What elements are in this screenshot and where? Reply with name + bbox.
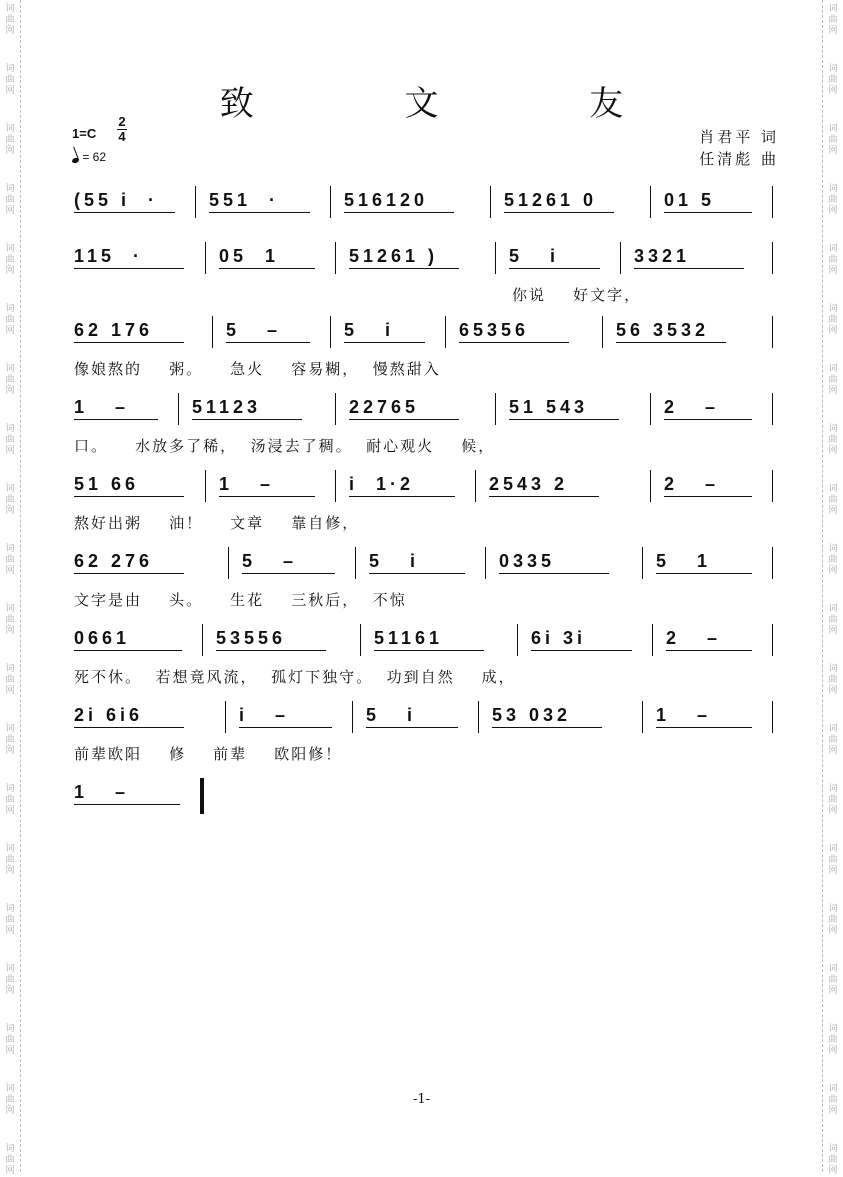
final-barline: [200, 778, 204, 814]
barline: [335, 393, 336, 425]
beam-underline: [74, 650, 182, 651]
beam-underline: [226, 342, 310, 343]
watermark-text: 词 曲 网: [5, 424, 15, 456]
barline: [652, 624, 653, 656]
barline: [772, 547, 773, 579]
measure-notes: 1 –: [656, 705, 712, 725]
beam-underline: [656, 573, 752, 574]
barline: [495, 242, 496, 274]
beam-underline: [219, 496, 315, 497]
lyric-line: 文字是由 头。 生花 三秋后， 不惊: [74, 591, 407, 609]
barline: [485, 547, 486, 579]
beam-underline: [531, 650, 632, 651]
beam-underline: [656, 727, 752, 728]
measure-notes: 05 1: [219, 246, 280, 266]
measure-notes: 115 ·: [74, 246, 144, 266]
score-row: [0, 397, 843, 467]
lyric-line: 前辈欧阳 修 前辈 欧阳修！: [74, 745, 343, 763]
barline: [772, 701, 773, 733]
watermark-text: 词 曲 网: [828, 664, 838, 696]
watermark-text: 词 曲 网: [5, 304, 15, 336]
watermark-text: 词 曲 网: [5, 124, 15, 156]
watermark-text: 词 曲 网: [828, 724, 838, 756]
score-row: [0, 782, 843, 852]
barline: [772, 316, 773, 348]
beam-underline: [209, 212, 310, 213]
measure-notes: 5 i: [366, 705, 417, 725]
barline: [650, 186, 651, 218]
barline: [642, 547, 643, 579]
barline: [772, 393, 773, 425]
watermark-text: 词 曲 网: [828, 604, 838, 636]
score-row: [0, 246, 843, 316]
watermark-text: 词 曲 网: [828, 484, 838, 516]
beam-underline: [74, 727, 184, 728]
measure-notes: 6i 3i: [531, 628, 587, 648]
measure-notes: 0661: [74, 628, 131, 648]
barline: [602, 316, 603, 348]
beam-underline: [349, 496, 455, 497]
barline: [205, 242, 206, 274]
barline: [490, 186, 491, 218]
page-number: -1-: [412, 1092, 431, 1107]
beam-underline: [242, 573, 335, 574]
measure-notes: 2543 2: [489, 474, 569, 494]
watermark-text: 词 曲 网: [5, 664, 15, 696]
measure-notes: 51 66: [74, 474, 140, 494]
score-row: [0, 551, 843, 621]
watermark-text: 词 曲 网: [828, 1024, 838, 1056]
composer-credit: 任清彪 曲: [699, 150, 779, 168]
watermark-text: 词 曲 网: [5, 604, 15, 636]
barline: [360, 624, 361, 656]
measure-notes: 1 –: [219, 474, 275, 494]
watermark-text: 词 曲 网: [828, 1144, 838, 1176]
barline: [445, 316, 446, 348]
watermark-text: 词 曲 网: [5, 364, 15, 396]
measure-notes: 65356: [459, 320, 530, 340]
barline: [202, 624, 203, 656]
barline: [478, 701, 479, 733]
barline: [772, 242, 773, 274]
measure-notes: 53556: [216, 628, 287, 648]
song-title: 致 文 友: [219, 84, 694, 124]
beam-underline: [374, 650, 484, 651]
barline: [772, 470, 773, 502]
watermark-text: 词 曲 网: [828, 304, 838, 336]
beam-underline: [664, 496, 752, 497]
watermark-text: 词 曲 网: [5, 4, 15, 36]
barline: [212, 316, 213, 348]
measure-notes: 01 5: [664, 190, 716, 210]
watermark-text: 词 曲 网: [5, 964, 15, 996]
beam-underline: [344, 212, 454, 213]
beam-underline: [239, 727, 332, 728]
watermark-text: 词 曲 网: [5, 724, 15, 756]
barline: [228, 547, 229, 579]
measure-notes: 51261 0: [504, 190, 598, 210]
measure-notes: 1 –: [74, 397, 130, 417]
barline: [642, 701, 643, 733]
measure-notes: 5 –: [242, 551, 298, 571]
watermark-text: 词 曲 网: [5, 784, 15, 816]
score-row: [0, 320, 843, 390]
beam-underline: [664, 212, 752, 213]
watermark-text: 词 曲 网: [5, 1084, 15, 1116]
watermark-text: 词 曲 网: [5, 1024, 15, 1056]
beam-underline: [74, 573, 184, 574]
watermark-text: 词 曲 网: [828, 424, 838, 456]
measure-notes: 2i 6i6: [74, 705, 144, 725]
watermark-text: 词 曲 网: [828, 544, 838, 576]
barline: [178, 393, 179, 425]
watermark-text: 词 曲 网: [5, 184, 15, 216]
barline: [352, 701, 353, 733]
measure-notes: 0335: [499, 551, 556, 571]
measure-notes: (55 i ·: [74, 190, 159, 210]
measure-notes: 62 176: [74, 320, 154, 340]
beam-underline: [369, 573, 465, 574]
measure-notes: 2 –: [664, 474, 720, 494]
watermark-text: 词 曲 网: [5, 1144, 15, 1176]
measure-notes: 51161: [374, 628, 444, 648]
watermark-text: 词 曲 网: [5, 904, 15, 936]
barline: [650, 393, 651, 425]
measure-notes: 551 ·: [209, 190, 280, 210]
barline: [495, 393, 496, 425]
measure-notes: 53 032: [492, 705, 572, 725]
measure-notes: 51 543: [509, 397, 589, 417]
beam-underline: [74, 804, 180, 805]
watermark-text: 词 曲 网: [5, 844, 15, 876]
lyric-line: 像娘熬的 粥。 急火 容易糊， 慢熬甜入: [74, 360, 441, 378]
barline: [195, 186, 196, 218]
watermark-text: 词 曲 网: [5, 244, 15, 276]
quarter-note-icon: [71, 157, 79, 164]
beam-underline: [664, 419, 752, 420]
measure-notes: 5 i: [369, 551, 420, 571]
beam-underline: [509, 268, 600, 269]
barline: [650, 470, 651, 502]
beam-underline: [349, 419, 459, 420]
watermark-text: 词 曲 网: [828, 364, 838, 396]
beam-underline: [492, 727, 602, 728]
barline: [330, 316, 331, 348]
lyric-line: 你说 好文字，: [512, 286, 642, 304]
barline: [205, 470, 206, 502]
lyric-line: 熬好出粥 油！ 文章 靠自修，: [74, 514, 360, 532]
beam-underline: [666, 650, 752, 651]
measure-notes: i –: [239, 705, 290, 725]
watermark-text: 词 曲 网: [828, 964, 838, 996]
barline: [355, 547, 356, 579]
beam-underline: [504, 212, 614, 213]
barline: [225, 701, 226, 733]
watermark-text: 词 曲 网: [828, 244, 838, 276]
lyric-line: 死不休。 若想竟风流， 孤灯下独守。 功到自然 成，: [74, 668, 516, 686]
beam-underline: [509, 419, 619, 420]
beam-underline: [74, 419, 158, 420]
measure-notes: 2 –: [666, 628, 722, 648]
beam-underline: [499, 573, 609, 574]
time-signature: 2 4: [118, 114, 126, 144]
barline: [620, 242, 621, 274]
beam-underline: [74, 496, 184, 497]
measure-notes: 516120: [344, 190, 429, 210]
watermark-text: 词 曲 网: [828, 844, 838, 876]
beam-underline: [489, 496, 599, 497]
measure-notes: 51123: [192, 397, 262, 417]
barline: [772, 624, 773, 656]
beam-underline: [366, 727, 458, 728]
barline: [330, 186, 331, 218]
watermark-text: 词 曲 网: [828, 784, 838, 816]
watermark-text: 词 曲 网: [828, 184, 838, 216]
watermark-text: 词 曲 网: [828, 4, 838, 36]
watermark-text: 词 曲 网: [828, 124, 838, 156]
measure-notes: 5 i: [344, 320, 395, 340]
barline: [517, 624, 518, 656]
measure-notes: 22765: [349, 397, 420, 417]
watermark-text: 词 曲 网: [828, 64, 838, 96]
measure-notes: 56 3532: [616, 320, 710, 340]
measure-notes: 5 1: [656, 551, 712, 571]
barline: [772, 186, 773, 218]
beam-underline: [216, 650, 326, 651]
beam-underline: [349, 268, 459, 269]
beam-underline: [74, 268, 184, 269]
watermark-text: 词 曲 网: [828, 1084, 838, 1116]
measure-notes: i 1·2: [349, 474, 415, 494]
measure-notes: 2 –: [664, 397, 720, 417]
lyricist-credit: 肖君平 词: [699, 128, 779, 146]
barline: [335, 242, 336, 274]
score-row: [0, 474, 843, 544]
measure-notes: 5 i: [509, 246, 560, 266]
beam-underline: [192, 419, 302, 420]
score-row: [0, 628, 843, 698]
barline: [475, 470, 476, 502]
tempo-marking: = 62: [72, 150, 106, 164]
watermark-text: 词 曲 网: [5, 544, 15, 576]
beam-underline: [344, 342, 425, 343]
lyric-line: 口。 水放多了稀， 汤浸去了稠。 耐心观火 候，: [74, 437, 496, 455]
beam-underline: [74, 212, 175, 213]
watermark-text: 词 曲 网: [5, 484, 15, 516]
beam-underline: [616, 342, 726, 343]
measure-notes: 1 –: [74, 782, 130, 802]
measure-notes: 62 276: [74, 551, 154, 571]
watermark-text: 词 曲 网: [828, 904, 838, 936]
key-signature: 1=C: [72, 126, 97, 141]
barline: [335, 470, 336, 502]
beam-underline: [74, 342, 184, 343]
score-row: [0, 705, 843, 775]
watermark-text: 词 曲 网: [5, 64, 15, 96]
beam-underline: [459, 342, 569, 343]
measure-notes: 3321: [634, 246, 691, 266]
measure-notes: 5 –: [226, 320, 282, 340]
beam-underline: [634, 268, 744, 269]
beam-underline: [219, 268, 315, 269]
measure-notes: 51261 ): [349, 246, 439, 266]
